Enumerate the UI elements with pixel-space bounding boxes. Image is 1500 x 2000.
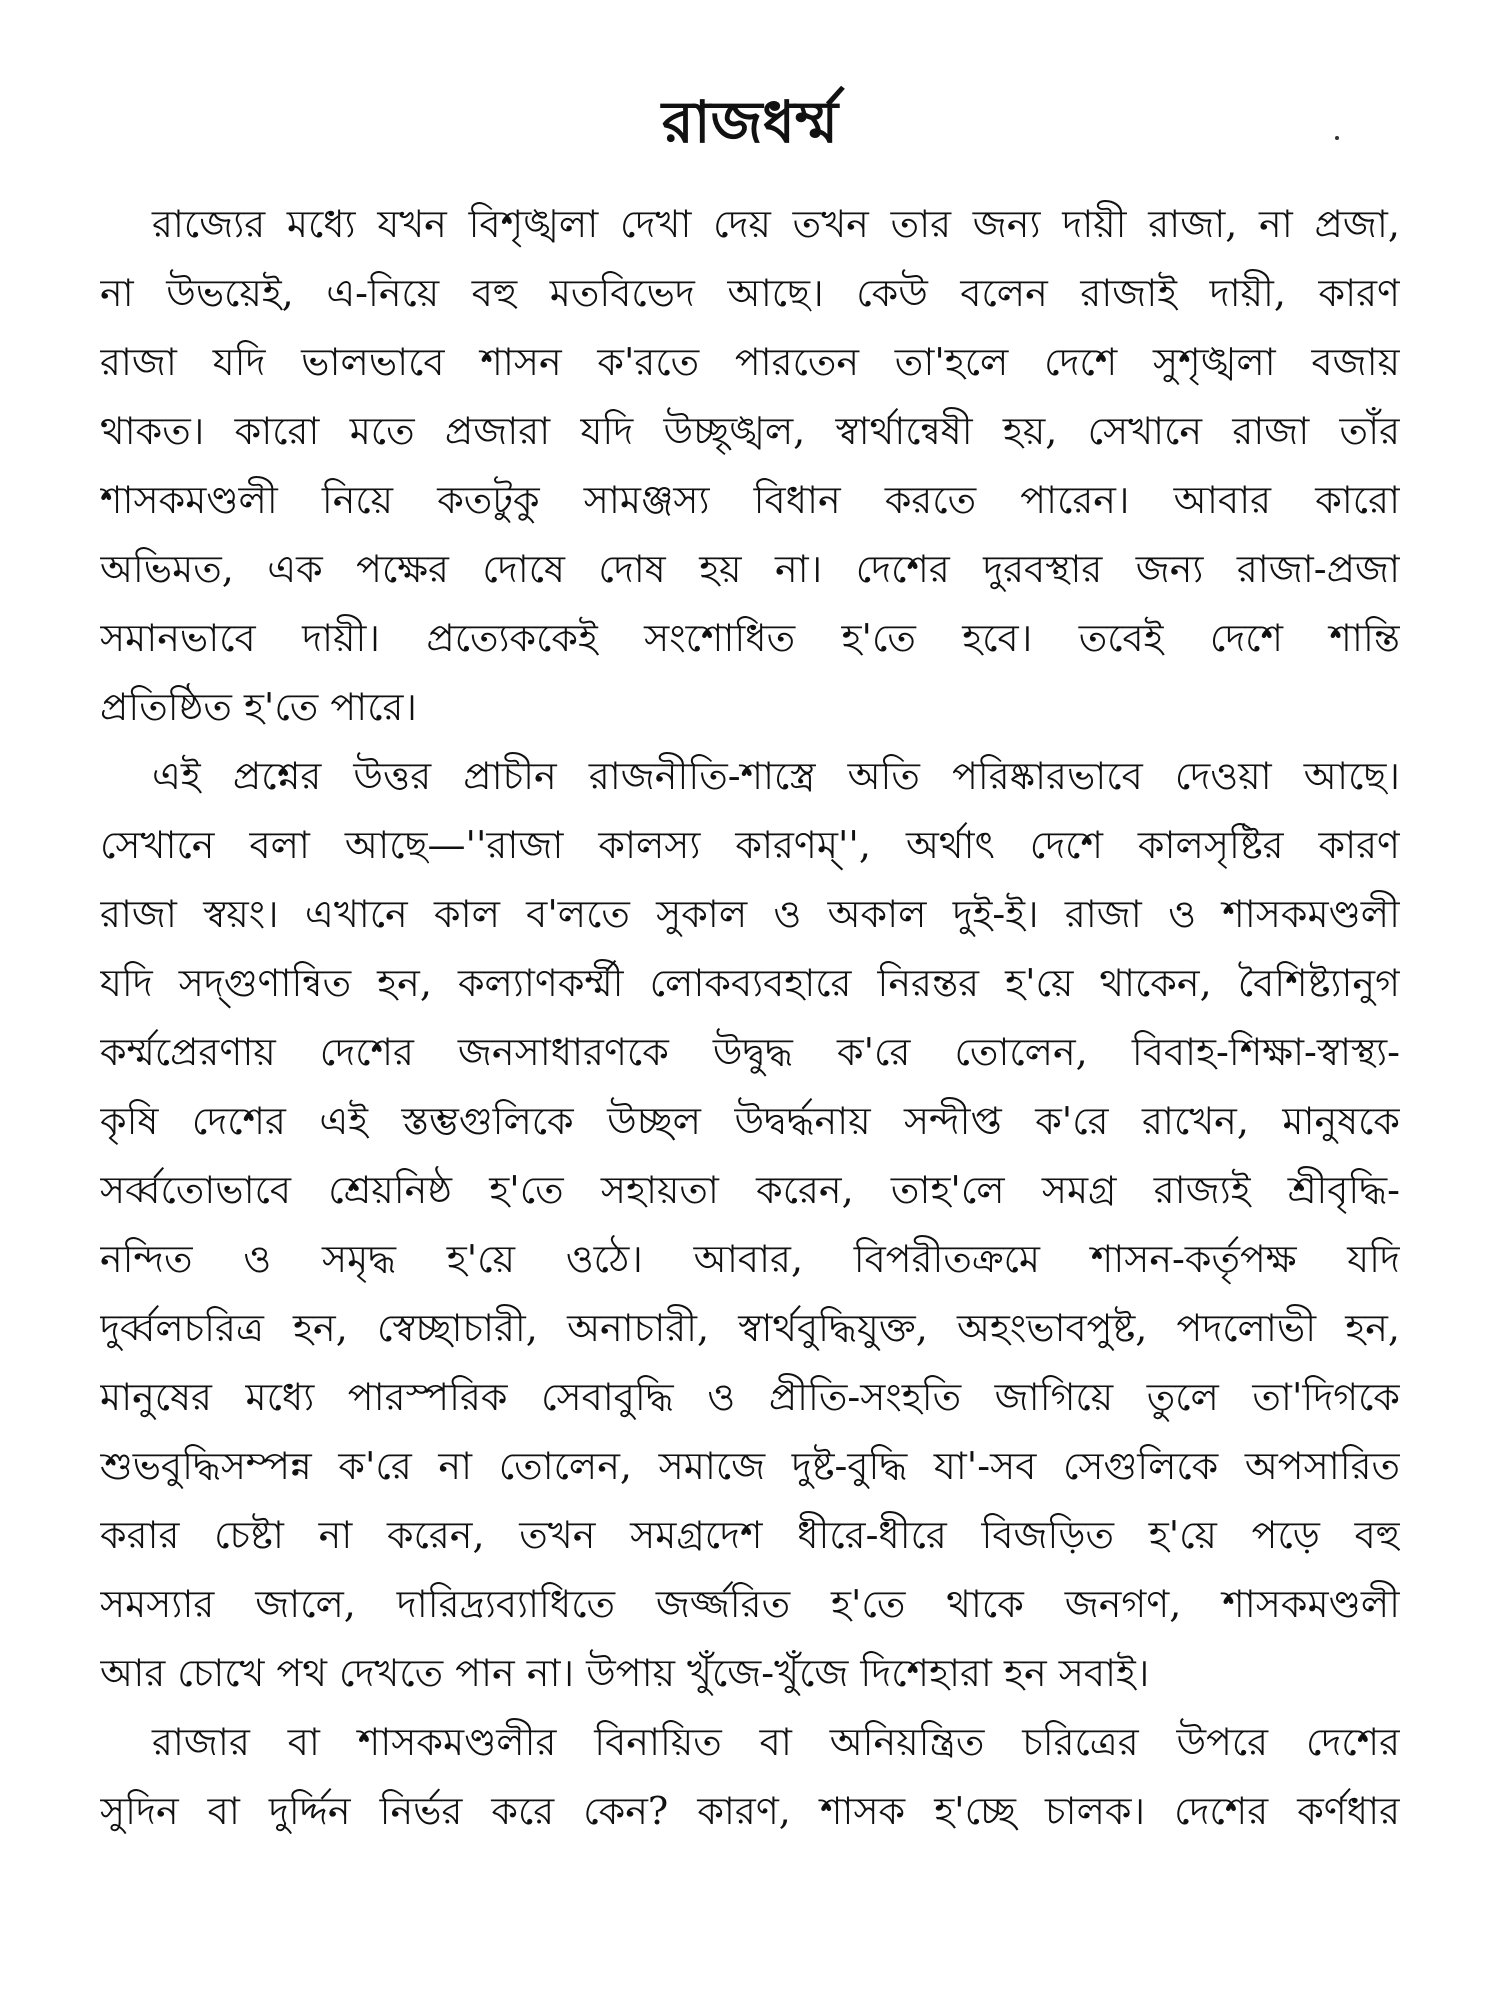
text-line: আর চোখে পথ দেখতে পান না। উপায় খুঁজে-খুঁজে দিশেহারা হন সবাই। bbox=[100, 1651, 1150, 1695]
text-line: এই প্রশ্নের উত্তর প্রাচীন রাজনীতি-শাস্ত্রে অতি পরিষ্কারভাবে দেওয়া আছে। bbox=[152, 754, 1400, 798]
text-line: সর্ব্বতোভাবে শ্রেয়নিষ্ঠ হ'তে সহায়তা করেন, তাহ'লে সমগ্র রাজ্যই শ্রীবৃদ্ধি- bbox=[100, 1168, 1400, 1212]
text-line: রাজ্যের মধ্যে যখন বিশৃঙ্খলা দেখা দেয় তখন তার জন্য দায়ী রাজা, না প্রজা, bbox=[152, 202, 1400, 246]
text-line: রাজা যদি ভালভাবে শাসন ক'রতে পারতেন তা'হলে দেশে সুশৃঙ্খলা বজায় bbox=[100, 340, 1400, 384]
text-line: করার চেষ্টা না করেন, তখন সমগ্রদেশ ধীরে-ধীরে বিজড়িত হ'য়ে পড়ে বহু bbox=[100, 1513, 1400, 1557]
text-line: সেখানে বলা আছে—''রাজা কালস্য কারণম্'', অর্থাৎ দেশে কালসৃষ্টির কারণ bbox=[100, 823, 1400, 867]
text-line: রাজা স্বয়ং। এখানে কাল ব'লতে সুকাল ও অকাল দুই-ই। রাজা ও শাসকমণ্ডলী bbox=[100, 892, 1400, 936]
text-line: সমস্যার জালে, দারিদ্র্যব্যাধিতে জর্জ্জরিত হ'তে থাকে জনগণ, শাসকমণ্ডলী bbox=[100, 1582, 1400, 1626]
text-line: অভিমত, এক পক্ষের দোষে দোষ হয় না। দেশের দুরবস্থার জন্য রাজা-প্রজা bbox=[100, 547, 1400, 591]
text-line: সুদিন বা দুর্দ্দিন নির্ভর করে কেন? কারণ, শাসক হ'চ্ছে চালক। দেশের কর্ণধার bbox=[100, 1789, 1400, 1833]
text-line: দুর্ব্বলচরিত্র হন, স্বেচ্ছাচারী, অনাচারী, স্বার্থবুদ্ধিযুক্ত, অহংভাবপুষ্ট, পদলোভী হন, bbox=[100, 1306, 1400, 1350]
text-line: শাসকমণ্ডলী নিয়ে কতটুকু সামঞ্জস্য বিধান করতে পারেন। আবার কারো bbox=[100, 478, 1400, 522]
text-line: রাজার বা শাসকমণ্ডলীর বিনায়িত বা অনিয়ন্ত্রিত চরিত্রের উপরে দেশের bbox=[152, 1720, 1400, 1764]
text-line: না উভয়েই, এ-নিয়ে বহু মতবিভেদ আছে। কেউ বলেন রাজাই দায়ী, কারণ bbox=[100, 271, 1400, 315]
paragraph-2 bbox=[100, 742, 1400, 1708]
text-line: প্রতিষ্ঠিত হ'তে পারে। bbox=[100, 685, 417, 729]
paragraph-3 bbox=[100, 1708, 1400, 1846]
body-text bbox=[100, 190, 1400, 1846]
text-line: কৃষি দেশের এই স্তম্ভগুলিকে উচ্ছল উদ্বর্দ্ধনায় সন্দীপ্ত ক'রে রাখেন, মানুষকে bbox=[100, 1099, 1400, 1143]
text-line: যদি সদ্গুণান্বিত হন, কল্যাণকর্ম্মী লোকব্যবহারে নিরন্তর হ'য়ে থাকেন, বৈশিষ্ট্যানুগ bbox=[100, 961, 1400, 1005]
paragraph-1 bbox=[100, 190, 1400, 742]
text-line: মানুষের মধ্যে পারস্পরিক সেবাবুদ্ধি ও প্রীতি-সংহতি জাগিয়ে তুলে তা'দিগকে bbox=[100, 1375, 1400, 1419]
text-line: থাকত। কারো মতে প্রজারা যদি উচ্ছৃঙ্খল, স্বার্থান্বেষী হয়, সেখানে রাজা তাঁর bbox=[100, 409, 1400, 453]
page-title: রাজধর্ম্ম bbox=[661, 88, 839, 156]
text-line: কর্ম্মপ্রেরণায় দেশের জনসাধারণকে উদ্বুদ্ধ ক'রে তোলেন, বিবাহ-শিক্ষা-স্বাস্থ্য- bbox=[100, 1030, 1400, 1074]
text-line: সমানভাবে দায়ী। প্রত্যেককেই সংশোধিত হ'তে হবে। তবেই দেশে শান্তি bbox=[100, 616, 1400, 660]
text-line: শুভবুদ্ধিসম্পন্ন ক'রে না তোলেন, সমাজে দুষ্ট-বুদ্ধি যা'-সব সেগুলিকে অপসারিত bbox=[100, 1444, 1400, 1488]
text-line: নন্দিত ও সমৃদ্ধ হ'য়ে ওঠে। আবার, বিপরীতক্রমে শাসন-কর্তৃপক্ষ যদি bbox=[100, 1237, 1400, 1281]
